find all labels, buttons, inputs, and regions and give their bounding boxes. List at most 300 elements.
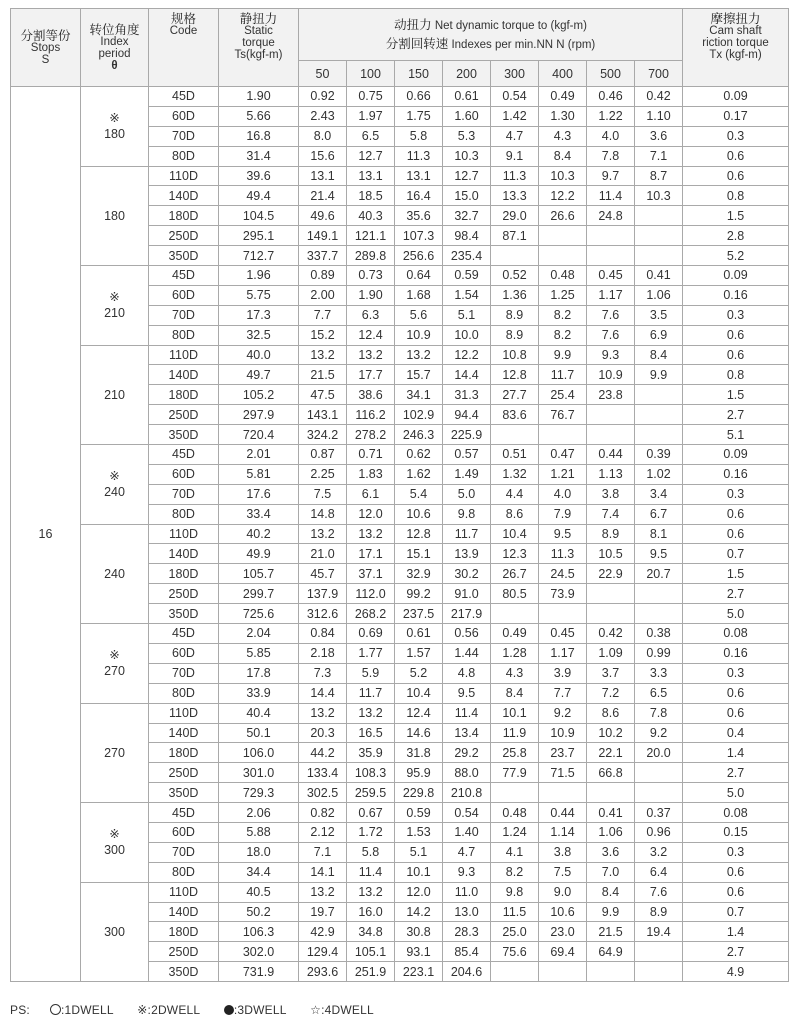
dynamic-torque-cell: 4.0	[539, 484, 587, 504]
dynamic-torque-cell: 7.1	[299, 842, 347, 862]
code-cell: 250D	[149, 584, 219, 604]
code-cell: 250D	[149, 226, 219, 246]
static-torque-cell: 1.90	[219, 87, 299, 107]
friction-torque-cell: 0.6	[683, 882, 789, 902]
code-cell: 60D	[149, 643, 219, 663]
dynamic-torque-cell: 9.7	[587, 166, 635, 186]
header-index-period	[81, 9, 149, 87]
code-cell: 110D	[149, 524, 219, 544]
dynamic-torque-cell: 8.9	[491, 325, 539, 345]
dynamic-torque-cell: 149.1	[299, 226, 347, 246]
friction-torque-cell: 1.5	[683, 564, 789, 584]
dynamic-torque-cell: 278.2	[347, 425, 395, 445]
dynamic-torque-cell	[491, 783, 539, 803]
dynamic-torque-cell: 143.1	[299, 405, 347, 425]
dynamic-torque-cell: 7.8	[587, 146, 635, 166]
static-torque-cell: 301.0	[219, 763, 299, 783]
static-torque-cell: 729.3	[219, 783, 299, 803]
code-cell: 350D	[149, 604, 219, 624]
dynamic-torque-cell: 0.96	[635, 822, 683, 842]
dynamic-torque-cell: 1.30	[539, 106, 587, 126]
dynamic-torque-cell: 9.8	[443, 504, 491, 524]
header-static-zh: 静扭力	[239, 12, 278, 26]
dynamic-torque-cell: 229.8	[395, 783, 443, 803]
dynamic-torque-cell: 0.59	[395, 803, 443, 823]
dynamic-torque-cell: 24.8	[587, 206, 635, 226]
dynamic-torque-cell: 4.7	[443, 842, 491, 862]
dynamic-torque-cell: 14.2	[395, 902, 443, 922]
dynamic-torque-cell: 237.5	[395, 604, 443, 624]
static-torque-cell: 104.5	[219, 206, 299, 226]
filled-dot-icon	[224, 1005, 234, 1015]
dynamic-torque-cell	[587, 226, 635, 246]
dynamic-torque-cell: 21.5	[587, 922, 635, 942]
table-row	[11, 166, 789, 186]
dynamic-torque-cell: 15.6	[299, 146, 347, 166]
dynamic-torque-cell: 0.45	[539, 624, 587, 644]
dynamic-torque-cell: 14.6	[395, 723, 443, 743]
code-cell: 60D	[149, 285, 219, 305]
dynamic-torque-cell: 25.8	[491, 743, 539, 763]
code-cell: 250D	[149, 763, 219, 783]
dynamic-torque-cell: 6.7	[635, 504, 683, 524]
dynamic-torque-cell	[635, 425, 683, 445]
code-cell: 140D	[149, 544, 219, 564]
dynamic-torque-cell: 5.6	[395, 305, 443, 325]
dynamic-torque-cell: 4.8	[443, 663, 491, 683]
dynamic-torque-cell: 9.3	[587, 345, 635, 365]
friction-torque-cell: 0.6	[683, 166, 789, 186]
friction-torque-cell: 2.7	[683, 405, 789, 425]
dynamic-torque-cell: 23.8	[587, 385, 635, 405]
header-stops	[11, 9, 81, 87]
index-angle: 210	[104, 306, 125, 321]
dynamic-torque-cell: 9.0	[539, 882, 587, 902]
dynamic-torque-cell: 3.4	[635, 484, 683, 504]
dynamic-torque-cell: 40.3	[347, 206, 395, 226]
dynamic-torque-cell: 7.1	[635, 146, 683, 166]
dynamic-torque-cell: 256.6	[395, 246, 443, 266]
dynamic-torque-cell: 20.3	[299, 723, 347, 743]
code-cell: 45D	[149, 445, 219, 465]
legend-3dwell: :3DWELL	[233, 1003, 287, 1017]
dynamic-torque-cell: 0.75	[347, 87, 395, 107]
dynamic-torque-cell	[587, 783, 635, 803]
dynamic-torque-cell: 0.59	[443, 266, 491, 286]
dynamic-torque-cell: 8.9	[635, 902, 683, 922]
dynamic-torque-cell: 3.2	[635, 842, 683, 862]
dynamic-torque-cell: 9.5	[539, 524, 587, 544]
dynamic-torque-cell: 7.6	[587, 305, 635, 325]
dynamic-torque-cell: 1.62	[395, 464, 443, 484]
static-torque-cell: 299.7	[219, 584, 299, 604]
friction-torque-cell: 2.7	[683, 584, 789, 604]
dynamic-torque-cell: 223.1	[395, 962, 443, 982]
dynamic-torque-cell: 10.1	[395, 862, 443, 882]
dynamic-torque-cell: 337.7	[299, 246, 347, 266]
dynamic-torque-cell: 1.10	[635, 106, 683, 126]
static-torque-cell: 2.01	[219, 445, 299, 465]
header-stops-en: Stops	[30, 41, 61, 54]
index-period-cell	[81, 445, 149, 525]
legend-2dwell: :2DWELL	[147, 1003, 201, 1017]
dynamic-torque-cell: 5.4	[395, 484, 443, 504]
dynamic-torque-cell: 3.8	[539, 842, 587, 862]
header-stops-sym: S	[41, 53, 50, 66]
dynamic-torque-cell: 9.9	[539, 345, 587, 365]
friction-torque-cell: 1.4	[683, 743, 789, 763]
torque-spec-table	[10, 8, 789, 982]
friction-torque-cell: 0.4	[683, 723, 789, 743]
dynamic-torque-cell: 91.0	[443, 584, 491, 604]
dynamic-torque-cell	[539, 246, 587, 266]
static-torque-cell: 49.4	[219, 186, 299, 206]
dynamic-torque-cell: 1.28	[491, 643, 539, 663]
dynamic-torque-cell: 8.6	[491, 504, 539, 524]
dynamic-torque-cell: 10.6	[395, 504, 443, 524]
code-cell: 140D	[149, 186, 219, 206]
header-idx-zh: 分割回转速	[385, 36, 449, 51]
dynamic-torque-cell: 1.21	[539, 464, 587, 484]
dynamic-torque-cell: 0.56	[443, 624, 491, 644]
dynamic-torque-cell: 71.5	[539, 763, 587, 783]
index-period-cell	[81, 803, 149, 883]
dynamic-torque-cell: 0.38	[635, 624, 683, 644]
dynamic-torque-cell	[587, 962, 635, 982]
dynamic-torque-cell: 5.8	[395, 126, 443, 146]
dynamic-torque-cell: 0.67	[347, 803, 395, 823]
dynamic-torque-cell	[539, 226, 587, 246]
dynamic-torque-cell: 9.2	[635, 723, 683, 743]
dynamic-torque-cell: 225.9	[443, 425, 491, 445]
dynamic-torque-cell: 99.2	[395, 584, 443, 604]
dynamic-torque-cell: 8.2	[491, 862, 539, 882]
legend-4dwell: :4DWELL	[321, 1003, 374, 1017]
dynamic-torque-cell: 312.6	[299, 604, 347, 624]
dynamic-torque-cell: 0.49	[491, 624, 539, 644]
dynamic-torque-cell: 11.3	[491, 166, 539, 186]
dynamic-torque-cell: 0.44	[587, 445, 635, 465]
friction-torque-cell: 0.6	[683, 683, 789, 703]
dynamic-torque-cell	[635, 783, 683, 803]
index-angle: 180	[104, 208, 125, 223]
dynamic-torque-cell: 4.0	[587, 126, 635, 146]
dynamic-torque-cell: 25.4	[539, 385, 587, 405]
dynamic-torque-cell: 12.7	[347, 146, 395, 166]
dynamic-torque-cell: 1.24	[491, 822, 539, 842]
dynamic-torque-cell: 0.41	[587, 803, 635, 823]
dynamic-torque-cell: 0.82	[299, 803, 347, 823]
dynamic-torque-cell: 7.9	[539, 504, 587, 524]
dynamic-torque-cell: 121.1	[347, 226, 395, 246]
dynamic-torque-cell: 10.3	[539, 166, 587, 186]
dynamic-torque-cell: 4.7	[491, 126, 539, 146]
dynamic-torque-cell: 29.2	[443, 743, 491, 763]
dynamic-torque-cell: 45.7	[299, 564, 347, 584]
dynamic-torque-cell: 293.6	[299, 962, 347, 982]
dynamic-torque-cell: 3.7	[587, 663, 635, 683]
static-torque-cell: 297.9	[219, 405, 299, 425]
dynamic-torque-cell: 10.1	[491, 703, 539, 723]
friction-torque-cell: 0.8	[683, 365, 789, 385]
dynamic-torque-cell: 13.1	[347, 166, 395, 186]
dynamic-torque-cell: 7.6	[587, 325, 635, 345]
dynamic-torque-cell: 6.5	[347, 126, 395, 146]
dynamic-torque-cell: 64.9	[587, 942, 635, 962]
static-torque-cell: 105.7	[219, 564, 299, 584]
dynamic-torque-cell: 12.2	[443, 345, 491, 365]
dynamic-torque-cell: 6.9	[635, 325, 683, 345]
dynamic-torque-cell: 0.54	[491, 87, 539, 107]
dynamic-torque-cell: 12.7	[443, 166, 491, 186]
dynamic-torque-cell: 30.2	[443, 564, 491, 584]
dynamic-torque-cell: 2.18	[299, 643, 347, 663]
dynamic-torque-cell: 7.7	[539, 683, 587, 703]
dynamic-torque-cell: 11.4	[347, 862, 395, 882]
code-cell: 70D	[149, 126, 219, 146]
dynamic-torque-cell	[635, 604, 683, 624]
dynamic-torque-cell: 13.4	[443, 723, 491, 743]
dwell-mark: ※	[109, 111, 120, 126]
friction-torque-cell: 5.1	[683, 425, 789, 445]
header-friction-zh: 摩擦扭力	[710, 12, 761, 26]
dynamic-torque-cell: 5.1	[443, 305, 491, 325]
dynamic-torque-cell: 2.12	[299, 822, 347, 842]
dynamic-torque-cell: 17.1	[347, 544, 395, 564]
dynamic-torque-cell	[539, 604, 587, 624]
dynamic-torque-cell: 0.99	[635, 643, 683, 663]
dynamic-torque-cell: 31.3	[443, 385, 491, 405]
dynamic-torque-cell: 8.4	[635, 345, 683, 365]
dynamic-torque-cell: 204.6	[443, 962, 491, 982]
dynamic-torque-cell: 3.6	[635, 126, 683, 146]
friction-torque-cell: 0.6	[683, 504, 789, 524]
dynamic-torque-cell: 10.4	[395, 683, 443, 703]
dynamic-torque-cell: 5.1	[395, 842, 443, 862]
dynamic-torque-cell: 1.17	[587, 285, 635, 305]
dynamic-torque-cell: 22.9	[587, 564, 635, 584]
friction-torque-cell: 0.3	[683, 126, 789, 146]
dynamic-torque-cell: 3.6	[587, 842, 635, 862]
static-torque-cell: 31.4	[219, 146, 299, 166]
dynamic-torque-cell: 129.4	[299, 942, 347, 962]
dynamic-torque-cell: 1.06	[587, 822, 635, 842]
dynamic-torque-cell: 1.25	[539, 285, 587, 305]
friction-torque-cell: 0.6	[683, 325, 789, 345]
friction-torque-cell: 0.7	[683, 902, 789, 922]
index-period-cell	[81, 624, 149, 704]
dynamic-torque-cell: 11.4	[587, 186, 635, 206]
dynamic-torque-cell: 3.9	[539, 663, 587, 683]
rpm-header-200: 200	[443, 61, 491, 87]
dynamic-torque-cell: 0.42	[635, 87, 683, 107]
table-row	[11, 445, 789, 465]
dynamic-torque-cell: 3.5	[635, 305, 683, 325]
dynamic-torque-cell: 13.2	[347, 882, 395, 902]
dynamic-torque-cell: 7.0	[587, 862, 635, 882]
code-cell: 60D	[149, 822, 219, 842]
dynamic-torque-cell: 246.3	[395, 425, 443, 445]
dynamic-torque-cell: 11.0	[443, 882, 491, 902]
dynamic-torque-cell: 0.52	[491, 266, 539, 286]
dynamic-torque-cell: 47.5	[299, 385, 347, 405]
code-cell: 45D	[149, 803, 219, 823]
dynamic-torque-cell: 25.0	[491, 922, 539, 942]
dynamic-torque-cell	[539, 425, 587, 445]
friction-torque-cell: 1.5	[683, 206, 789, 226]
dynamic-torque-cell: 9.8	[491, 882, 539, 902]
header-code	[149, 9, 219, 87]
dynamic-torque-cell: 0.62	[395, 445, 443, 465]
code-cell: 250D	[149, 405, 219, 425]
rpm-header-700: 700	[635, 61, 683, 87]
dynamic-torque-cell: 13.2	[299, 345, 347, 365]
code-cell: 110D	[149, 166, 219, 186]
dynamic-torque-cell	[635, 385, 683, 405]
dynamic-torque-cell	[635, 405, 683, 425]
dynamic-torque-cell: 1.17	[539, 643, 587, 663]
dynamic-torque-cell: 133.4	[299, 763, 347, 783]
friction-torque-cell: 5.0	[683, 783, 789, 803]
dynamic-torque-cell: 10.9	[539, 723, 587, 743]
dynamic-torque-cell: 11.7	[539, 365, 587, 385]
code-cell: 350D	[149, 783, 219, 803]
static-torque-cell: 295.1	[219, 226, 299, 246]
dynamic-torque-cell: 0.69	[347, 624, 395, 644]
dynamic-torque-cell: 12.8	[491, 365, 539, 385]
index-period-cell	[81, 882, 149, 981]
dynamic-torque-cell: 22.1	[587, 743, 635, 763]
static-torque-cell: 5.85	[219, 643, 299, 663]
static-torque-cell: 49.7	[219, 365, 299, 385]
legend-1dwell: :1DWELL	[60, 1003, 114, 1017]
dynamic-torque-cell: 7.5	[539, 862, 587, 882]
dynamic-torque-cell	[635, 942, 683, 962]
code-cell: 45D	[149, 624, 219, 644]
dynamic-torque-cell: 1.75	[395, 106, 443, 126]
dynamic-torque-cell: 9.9	[587, 902, 635, 922]
header-static-torque	[219, 9, 299, 87]
dynamic-torque-cell: 8.6	[587, 703, 635, 723]
dynamic-torque-cell: 16.5	[347, 723, 395, 743]
dynamic-torque-cell: 0.46	[587, 87, 635, 107]
dynamic-torque-cell: 10.0	[443, 325, 491, 345]
friction-torque-cell: 0.6	[683, 524, 789, 544]
static-torque-cell: 106.0	[219, 743, 299, 763]
dynamic-torque-cell: 35.6	[395, 206, 443, 226]
dynamic-torque-cell	[635, 763, 683, 783]
dynamic-torque-cell: 87.1	[491, 226, 539, 246]
dynamic-torque-cell: 44.2	[299, 743, 347, 763]
dynamic-torque-cell	[539, 962, 587, 982]
dynamic-torque-cell: 10.2	[587, 723, 635, 743]
static-torque-cell: 17.3	[219, 305, 299, 325]
dynamic-torque-cell: 75.6	[491, 942, 539, 962]
dynamic-torque-cell: 8.1	[635, 524, 683, 544]
friction-torque-cell: 0.09	[683, 266, 789, 286]
dynamic-torque-cell: 102.9	[395, 405, 443, 425]
dynamic-torque-cell: 289.8	[347, 246, 395, 266]
dynamic-torque-cell: 9.9	[635, 365, 683, 385]
code-cell: 80D	[149, 504, 219, 524]
dynamic-torque-cell: 7.3	[299, 663, 347, 683]
dynamic-torque-cell: 14.4	[443, 365, 491, 385]
dynamic-torque-cell: 5.8	[347, 842, 395, 862]
dynamic-torque-cell: 105.1	[347, 942, 395, 962]
dynamic-torque-cell: 80.5	[491, 584, 539, 604]
dynamic-torque-cell: 13.3	[491, 186, 539, 206]
legend-prefix: PS:	[10, 1003, 30, 1017]
code-cell: 180D	[149, 564, 219, 584]
rpm-header-150: 150	[395, 61, 443, 87]
header-dynamic-torque	[299, 9, 683, 61]
dynamic-torque-cell: 20.7	[635, 564, 683, 584]
dynamic-torque-cell: 77.9	[491, 763, 539, 783]
dynamic-torque-cell	[539, 783, 587, 803]
friction-torque-cell: 0.6	[683, 345, 789, 365]
code-cell: 110D	[149, 345, 219, 365]
code-cell: 70D	[149, 484, 219, 504]
rpm-header-300: 300	[491, 61, 539, 87]
dynamic-torque-cell: 1.14	[539, 822, 587, 842]
code-cell: 180D	[149, 922, 219, 942]
header-index-zh: 转位角度	[89, 22, 140, 37]
header-code-en: Code	[169, 25, 198, 37]
dynamic-torque-cell: 13.1	[299, 166, 347, 186]
dynamic-torque-cell: 0.49	[539, 87, 587, 107]
circle-icon	[50, 1004, 61, 1015]
dynamic-torque-cell: 1.72	[347, 822, 395, 842]
dynamic-torque-cell: 1.42	[491, 106, 539, 126]
dynamic-torque-cell: 34.1	[395, 385, 443, 405]
static-torque-cell: 18.0	[219, 842, 299, 862]
rpm-header-500: 500	[587, 61, 635, 87]
dynamic-torque-cell: 2.00	[299, 285, 347, 305]
dynamic-torque-cell: 9.2	[539, 703, 587, 723]
friction-torque-cell: 0.7	[683, 544, 789, 564]
dynamic-torque-cell: 32.7	[443, 206, 491, 226]
static-torque-cell: 2.06	[219, 803, 299, 823]
static-torque-cell: 105.2	[219, 385, 299, 405]
dynamic-torque-cell: 7.4	[587, 504, 635, 524]
dynamic-torque-cell: 1.60	[443, 106, 491, 126]
friction-torque-cell: 0.16	[683, 643, 789, 663]
dynamic-torque-cell	[635, 584, 683, 604]
dynamic-torque-cell: 1.54	[443, 285, 491, 305]
dynamic-torque-cell: 9.5	[635, 544, 683, 564]
static-torque-cell: 50.2	[219, 902, 299, 922]
dynamic-torque-cell: 16.0	[347, 902, 395, 922]
static-torque-cell: 5.66	[219, 106, 299, 126]
dynamic-torque-cell: 0.66	[395, 87, 443, 107]
dynamic-torque-cell: 93.1	[395, 942, 443, 962]
header-friction-unit: Tx (kgf-m)	[709, 49, 762, 61]
dynamic-torque-cell: 32.9	[395, 564, 443, 584]
dynamic-torque-cell	[587, 405, 635, 425]
dynamic-torque-cell	[635, 206, 683, 226]
dynamic-torque-cell: 1.09	[587, 643, 635, 663]
dynamic-torque-cell: 0.92	[299, 87, 347, 107]
dynamic-torque-cell: 23.7	[539, 743, 587, 763]
static-torque-cell: 712.7	[219, 246, 299, 266]
rpm-header-400: 400	[539, 61, 587, 87]
table-row	[11, 524, 789, 544]
dwell-mark: ※	[109, 648, 120, 663]
dynamic-torque-cell: 15.2	[299, 325, 347, 345]
static-torque-cell: 725.6	[219, 604, 299, 624]
code-cell: 350D	[149, 962, 219, 982]
table-row	[11, 803, 789, 823]
